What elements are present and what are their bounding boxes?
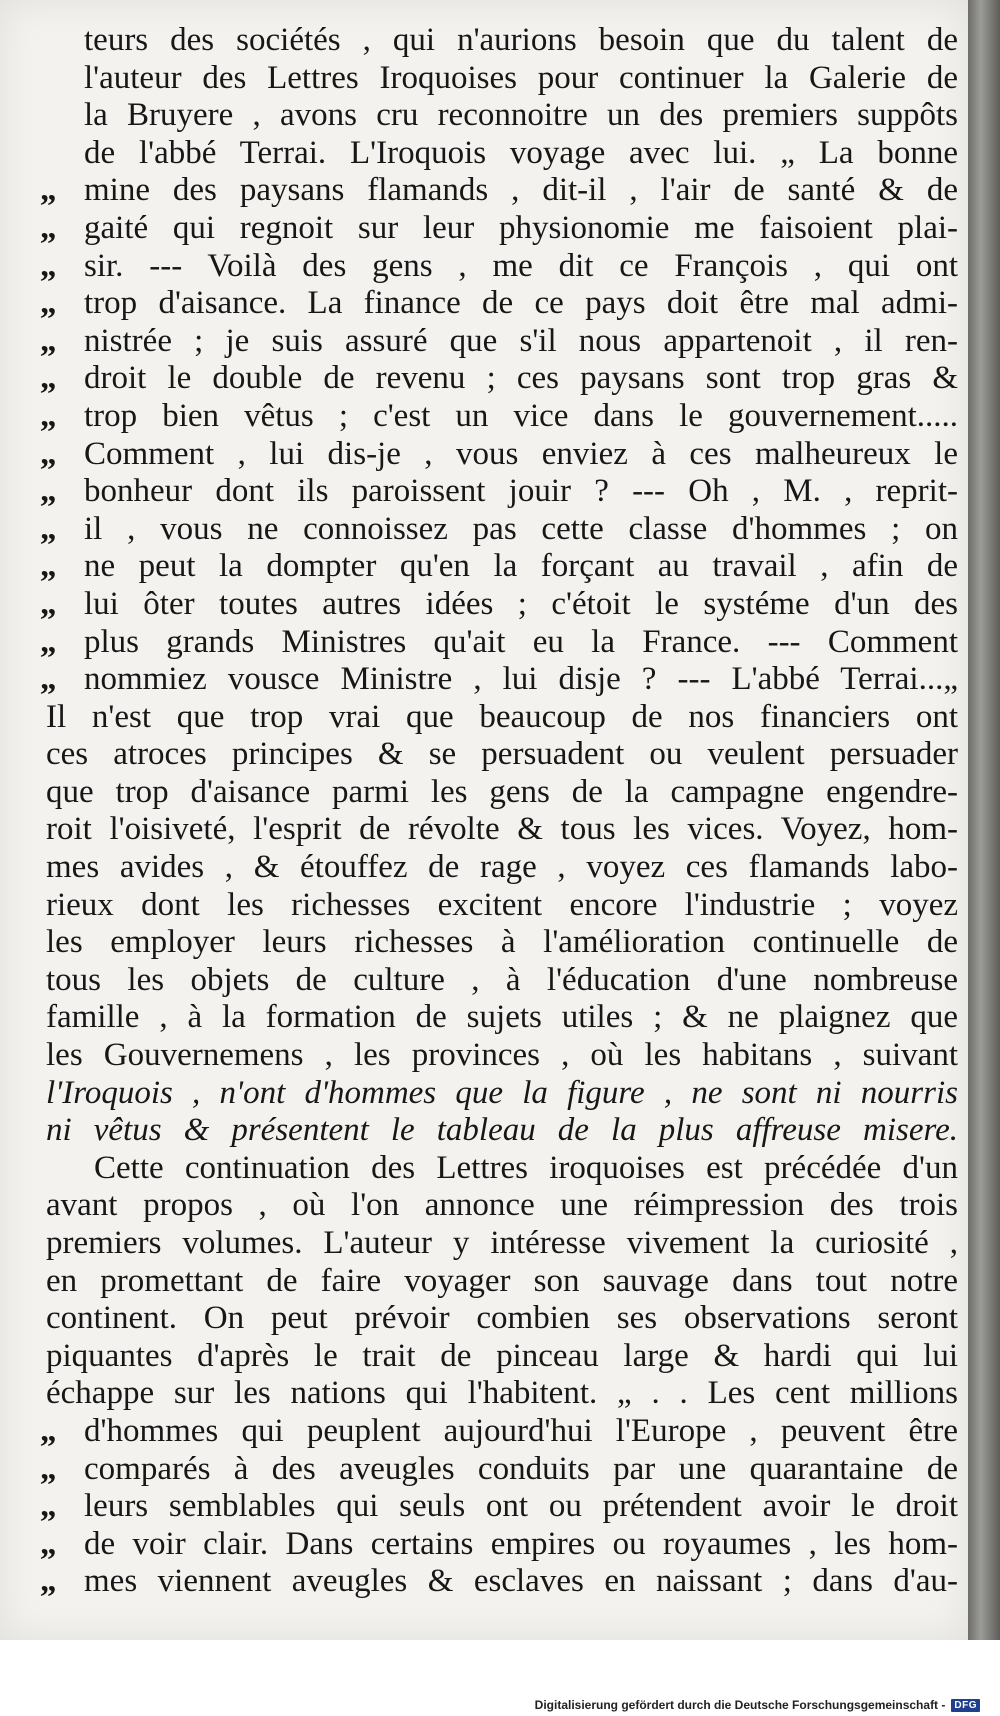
text-line: „ plus grands Ministres qu'ait eu la France. --- Comment xyxy=(40,623,958,660)
text-line: „ mes viennent aveugles & esclaves en naissant ; dans d'au- xyxy=(40,1563,958,1600)
text-line: premiers volumes. L'auteur y intéresse vivement la curiosité , xyxy=(46,1225,958,1261)
digitization-credit xyxy=(535,1698,980,1712)
text-line: „ nistrée ; je suis assuré que s'il nous appartenoit , il ren- xyxy=(40,322,958,359)
text-line: „ il , vous ne connoissez pas cette classe d'hommes ; on xyxy=(40,510,958,547)
text-line: les Gouvernemens , les provinces , où les habitans , suivant xyxy=(46,1037,958,1074)
text-line: mes avides , & étouffez de rage , voyez ces flamands labo- xyxy=(46,849,958,886)
text-line: avant propos , où l'on annonce une réimpression des trois xyxy=(46,1187,958,1224)
text-line: „ lui ôter toutes autres idées ; c'étoit le systéme d'un des xyxy=(40,585,958,622)
text-line: „ de voir clair. Dans certains empires ou royaumes , les hom- xyxy=(40,1525,958,1562)
text-line: Cette continuation des Lettres iroquoises est précédée d'un xyxy=(94,1149,958,1186)
text-line: „ nommiez vousce Ministre , lui disje ? --- L'abbé Terrai...„ xyxy=(40,661,958,698)
text-line: l'auteur des Lettres Iroquoises pour continuer la Galerie de xyxy=(84,59,958,96)
text-line: „ trop d'aisance. La finance de ce pays doit être mal admi- xyxy=(40,285,958,322)
text-line: roit l'oisiveté, l'esprit de révolte & tous les vices. Voyez, hom- xyxy=(46,811,958,848)
text-line: „ d'hommes qui peuplent aujourd'hui l'Europe , peuvent être xyxy=(40,1412,958,1449)
text-line: de l'abbé Terrai. L'Iroquois voyage avec lui. „ La bonne xyxy=(84,134,958,171)
text-line: continent. On peut prévoir combien ses observations seront xyxy=(46,1300,958,1337)
text-line: „ bonheur dont ils paroissent jouir ? --- Oh , M. , reprit- xyxy=(40,473,958,510)
text-line: que trop d'aisance parmi les gens de la campagne engendre- xyxy=(46,773,958,810)
text-line: famille , à la formation de sujets utiles ; & ne plaignez que xyxy=(46,999,958,1036)
text-line: piquantes d'après le trait de pinceau large & hardi qui lui xyxy=(46,1337,958,1374)
text-line: teurs des sociétés , qui n'aurions besoin que du talent de xyxy=(84,22,958,58)
text-line: rieux dont les richesses excitent encore l'industrie ; voyez xyxy=(46,886,958,923)
footer-credit-text: Digitalisierung gefördert durch die Deutsche Forschungsgemeinschaft - xyxy=(534,1698,946,1712)
text-line: „ Comment , lui dis-je , vous enviez à ces malheureux le xyxy=(40,435,958,472)
text-line: „ mine des paysans flamands , dit-il , l'air de santé & de xyxy=(40,172,958,209)
text-line: „ droit le double de revenu ; ces paysans sont trop gras & xyxy=(40,360,958,397)
text-line: „ sir. --- Voilà des gens , me dit ce François , qui ont xyxy=(40,247,958,284)
text-line: l'Iroquois , n'ont d'hommes que la figure , ne sont ni nourris xyxy=(46,1074,958,1111)
text-line: en promettant de faire voyager son sauvage dans tout notre xyxy=(46,1262,958,1299)
text-line: „ gaité qui regnoit sur leur physionomie me faisoient plai- xyxy=(40,209,958,246)
text-line: tous les objets de culture , à l'éducation d'une nombreuse xyxy=(46,961,958,998)
text-line: „ leurs semblables qui seuls ont ou prétendent avoir le droit xyxy=(40,1488,958,1525)
text-line: „ ne peut la dompter qu'en la forçant au travail , afin de xyxy=(40,548,958,585)
page-text xyxy=(40,22,958,1601)
text-line: Il n'est que trop vrai que beaucoup de nos financiers ont xyxy=(46,698,958,735)
text-line: „ trop bien vêtus ; c'est un vice dans le gouvernement..... xyxy=(40,397,958,434)
text-line: la Bruyere , avons cru reconnoitre un des premiers suppôts xyxy=(84,97,958,134)
page-edge-shadow xyxy=(968,0,1000,1716)
text-line: „ comparés à des aveugles conduits par une quarantaine de xyxy=(40,1450,958,1487)
text-line: ni vêtus & présentent le tableau de la plus affreuse misere. xyxy=(46,1112,958,1149)
text-line: échappe sur les nations qui l'habitent. „ . . Les cent millions xyxy=(46,1375,958,1412)
text-line: les employer leurs richesses à l'amélioration continuelle de xyxy=(46,924,958,961)
text-line: ces atroces principes & se persuadent ou veulent persuader xyxy=(46,736,958,773)
dfg-logo: DFG xyxy=(951,1699,980,1712)
